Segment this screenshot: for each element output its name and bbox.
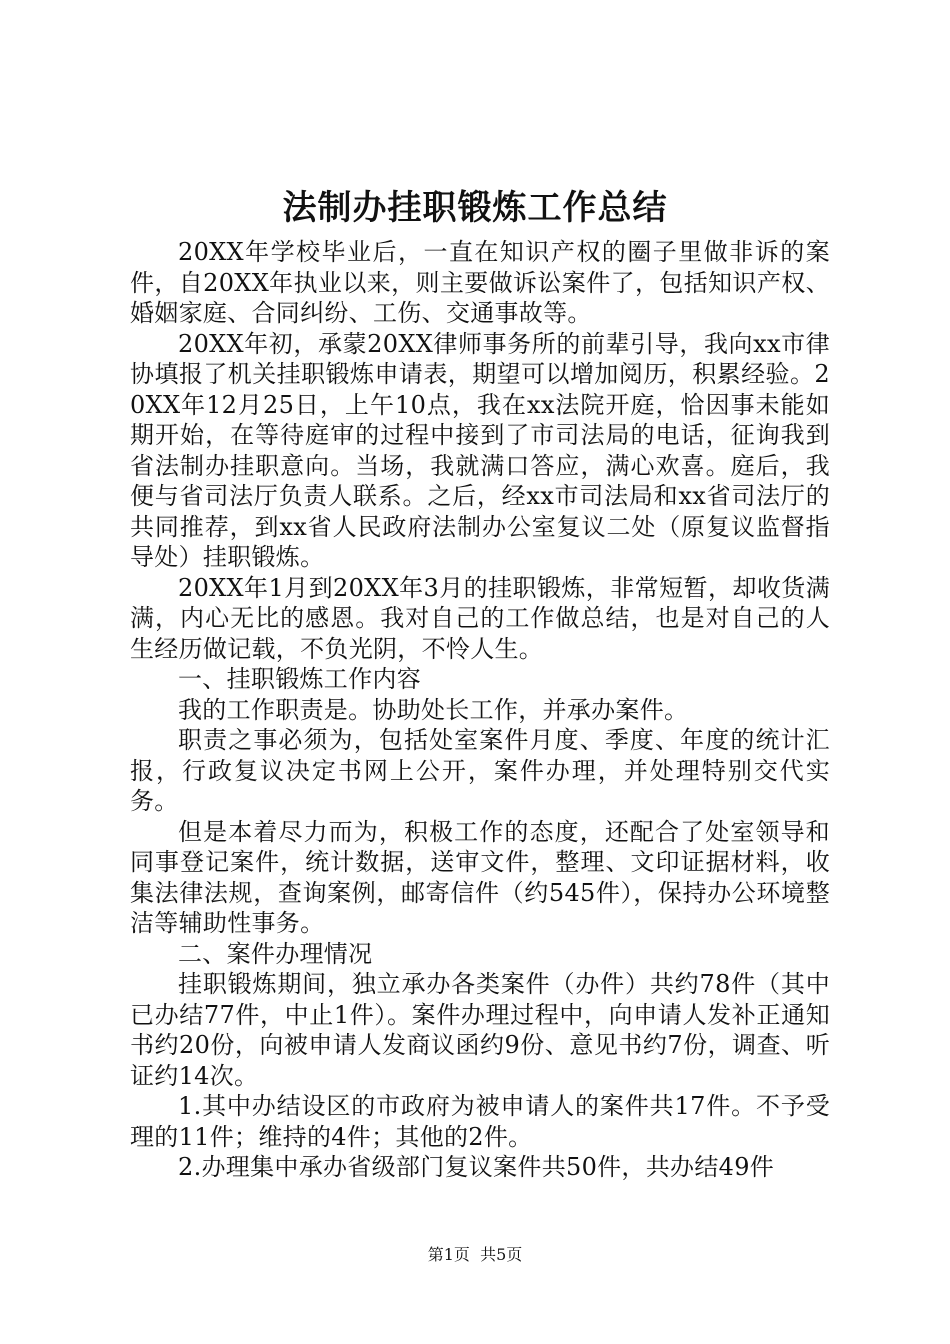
footer-spacer — [470, 1245, 480, 1264]
list-item: 2.办理集中承办省级部门复议案件共50件，共办结49件 — [178, 1153, 775, 1181]
paragraph: 20XX年1月到20XX年3月的挂职锻炼，非常短暂，却收货满满，内心无比的感恩。我对自己的工作做总结，也是对自己的人生经历做记载，不负光阴，不怜人生。 — [130, 573, 830, 663]
paragraph: 挂职锻炼期间，独立承办各类案件（办件）共约78件（其中已办结77件，中止1件）。案件办理过程中，向申请人发补正通知书约20份，向被申请人发商议函约9份、意见书约7份，调查、听证约14次。 — [130, 970, 830, 1090]
paragraph: 20XX年学校毕业后，一直在知识产权的圈子里做非诉的案件，自20XX年执业以来，则主要做诉讼案件了，包括知识产权、婚姻家庭、合同纠纷、工伤、交通事故等。 — [130, 238, 830, 327]
list-item: 1.其中办结设区的市政府为被申请人的案件共17件。不予受理的11件；维持的4件；其他的2件。 — [130, 1092, 830, 1151]
section-heading: 二、案件办理情况 — [178, 939, 373, 968]
document-body — [130, 237, 830, 1183]
paragraph: 20XX年初，承蒙20XX律师事务所的前辈引导，我向xx市律协填报了机关挂职锻炼申请表，期望可以增加阅历，积累经验。20XX年12月25日，上午10点，我在xx法院开庭，恰因事未能如期开始，在等待庭审的过程中接到了市司法局的电话，征询我到省法制办挂职意向。当场，我就满口答应，满心欢喜。庭后，我便与省司法厅负责人联系。之后，经xx市司法局和xx省司法厅的共同推荐，到xx省人民政府法制办公室复议二处（原复议监督指导处）挂职锻炼。 — [130, 329, 830, 571]
section-heading: 一、挂职锻炼工作内容 — [178, 665, 421, 693]
paragraph: 我的工作职责是。协助处长工作，并承办案件。 — [178, 695, 689, 724]
page-number-total: 共5页 — [480, 1245, 523, 1264]
page-number-current: 第1页 — [427, 1245, 470, 1264]
paragraph: 职责之事必须为，包括处室案件月度、季度、年度的统计汇报，行政复议决定书网上公开，案件办理，并处理特别交代实务。 — [130, 726, 830, 815]
document-title: 法制办挂职锻炼工作总结 — [282, 188, 668, 228]
paragraph: 但是本着尽力而为，积极工作的态度，还配合了处室领导和同事登记案件，统计数据，送审文件，整理、文印证据材料，收集法律法规，查询案例，邮寄信件（约545件），保持办公环境整洁等辅助性事务。 — [130, 817, 830, 937]
page-footer — [0, 1244, 950, 1266]
